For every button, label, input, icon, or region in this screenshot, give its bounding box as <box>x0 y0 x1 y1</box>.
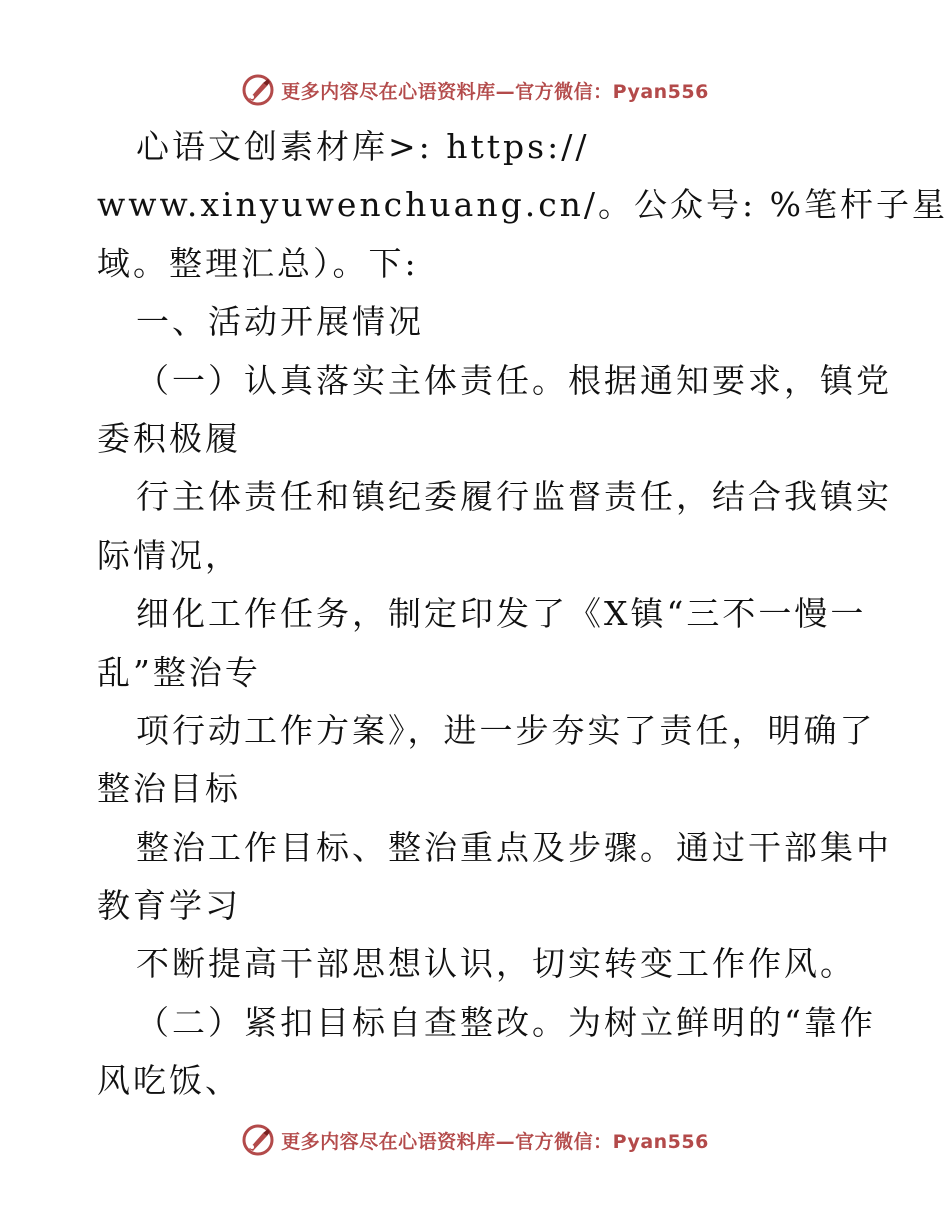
text-line: （一）认真落实主体责任。根据通知要求，镇党 <box>136 360 892 400</box>
text-line: 项行动工作方案》，进一步夯实了责任，明确了 <box>136 710 876 750</box>
pen-logo-icon <box>241 1123 275 1157</box>
text-line: 乱”整治专 <box>97 652 261 692</box>
text-line: 行主体责任和镇纪委履行监督责任，结合我镇实 <box>136 477 892 517</box>
footer-banner <box>0 1120 950 1160</box>
text-line: 教育学习 <box>97 886 241 926</box>
text-line: 整治目标 <box>97 769 241 809</box>
banner-wechat-text: 官方微信：Pyan556 <box>515 80 709 103</box>
document-body <box>97 118 949 1111</box>
banner-main-text: 更多内容尽在心语资料库 <box>281 1130 496 1153</box>
header-banner <box>0 70 950 110</box>
text-line: （二）紧扣目标自查整改。为树立鲜明的“靠作 <box>136 1002 876 1042</box>
text-line: 整治工作目标、整治重点及步骤。通过干部集中 <box>136 827 892 867</box>
text-line: 委积极履 <box>97 418 241 458</box>
text-line: 细化工作任务，制定印发了《X镇“三不一慢一 <box>136 594 867 634</box>
text-line: 心语文创素材库>: https:// <box>136 127 590 166</box>
banner-text <box>281 77 709 104</box>
text-line: www.xinyuwenchuang.cn/。公众号: %笔杆子星 <box>97 185 949 225</box>
banner-dash: — <box>495 1130 516 1153</box>
banner-wechat-text: 官方微信：Pyan556 <box>515 1130 709 1153</box>
text-line: 风吃饭、 <box>97 1061 241 1101</box>
text-line: 际情况， <box>97 535 241 575</box>
pen-logo-icon <box>241 73 275 107</box>
banner-dash: — <box>495 80 516 103</box>
text-line: 不断提高干部思想认识，切实转变工作作风。 <box>136 944 856 984</box>
banner-text <box>281 1127 709 1154</box>
text-line: 域。整理汇总）。下: <box>97 243 419 283</box>
banner-main-text: 更多内容尽在心语资料库 <box>281 80 496 103</box>
section-heading: 一、活动开展情况 <box>136 302 424 342</box>
